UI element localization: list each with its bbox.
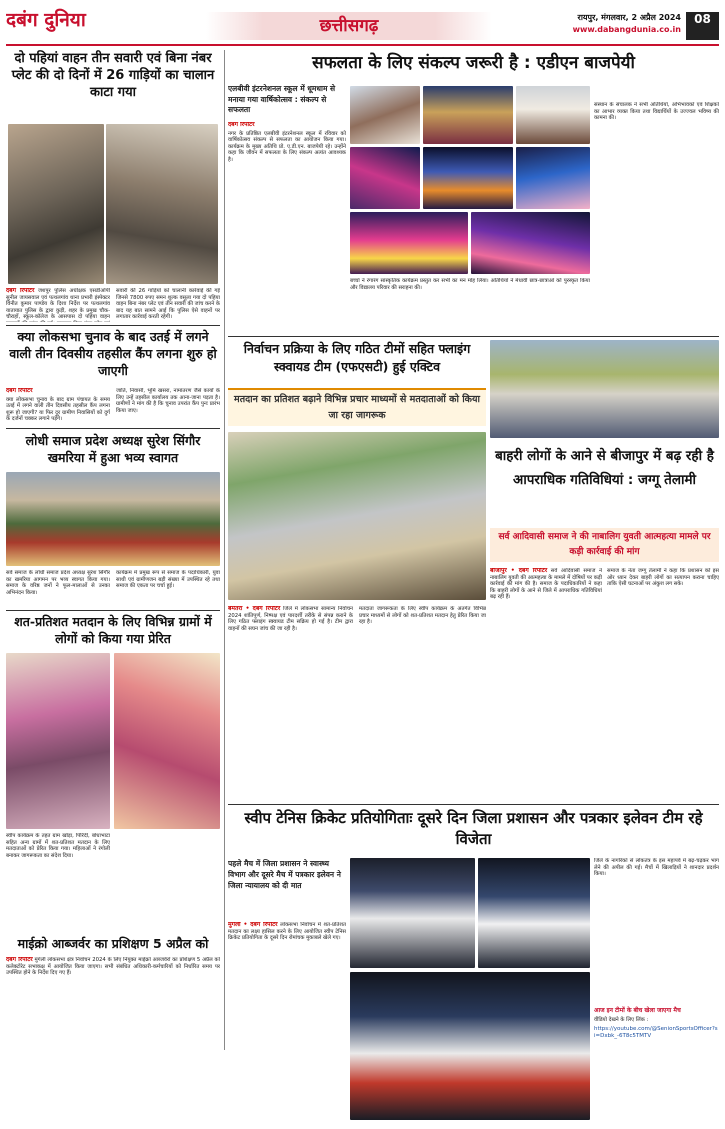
- website-link[interactable]: www.dabangdunia.co.in: [572, 25, 681, 34]
- photo-sankalp-6: [516, 147, 590, 209]
- photo-sankalp-4: [350, 147, 420, 209]
- subhead-sankalp: एलबीवी इंटरनेशनल स्कूल में धूमधाम से मनाया गया वार्षिकोत्सव : संकल्प से सफलता: [228, 84, 336, 114]
- headline-cricket: स्वीप टेनिस क्रिकेट प्रतियोगिताः दूसरे दिन जिला प्रशासन और पत्रकार इलेवन टीम रहे विजेता: [244, 809, 703, 848]
- byline-flying: बेमेतरा • दबंग रिपोर्टर: [228, 606, 281, 612]
- photo-sankalp-2: [423, 86, 513, 144]
- page-number: [686, 12, 719, 40]
- body-sankalp-b: बच्चों ने रंगारंग सांस्कृतिक कार्यक्रम प्रस्तुत कर सभी का मन मोह लिया। अतिथियों ने मेधावी छात्र-छात्राओं को पुरस्कृत किया और विद्यालय परिवार की सराहना की।: [350, 278, 590, 291]
- byline-micro: दबंग रिपोर्टर: [6, 957, 33, 963]
- date-text: रायपुर, मंगलवार, 2 अप्रैल 2024: [577, 13, 681, 22]
- body-micro: मुंगेली लोकसभा क्षेत्र निर्वाचन 2024 के लिए नियुक्त माईक्रो आब्जर्वरों का प्रशिक्षण 5 अप्रैल को कलेक्टोरेट सभाकक्ष में आयोजित किया जाएगा। सभी संबंधित अधिकारी-कर्मचारियों को निर्धारित समय पर उपस्थित होने के निर्देश दिए गए हैं।: [6, 957, 220, 977]
- story-micro: [6, 935, 220, 1053]
- photo-cricket-3: [350, 972, 590, 1120]
- byline-bijapur: बीजापुर • दबंग रिपोर्टर: [490, 568, 548, 574]
- subhead-bijapur: सर्व आदिवासी समाज ने की नाबालिग युवती आत्महत्या मामले पर कड़ी कार्रवाई की मांग: [498, 532, 711, 557]
- body-lodhi-a: सर्व समाज के लोधी समाज प्रदेश अध्यक्ष सुरेश सिंगौर का खमरिया आगमन पर भव्य स्वागत किया गया। समाज के वरिष्ठ जनों ने फूल-मालाओं से उनका अभिनंदन किया।: [6, 570, 110, 596]
- photo-sankalp-8: [471, 212, 590, 274]
- photo-challan-a: [8, 124, 104, 284]
- byline-cricket-text: दबंग रिपोर्टर: [250, 922, 278, 928]
- divider-cricket: [228, 804, 719, 805]
- story-challan: [6, 50, 220, 322]
- body-bijapur-b: समाज के नेता जग्गू तेलामी ने कहा कि प्रशासन को इस ओर ध्यान देकर बाहरी लोगों का सत्यापन कराना चाहिए ताकि ऐसी घटनाओं पर अंकुश लग सके।: [607, 568, 719, 588]
- cricket-youtube-link[interactable]: https://youtube.com/@SenionSportsOfficer?si=Dxbk_-6T8c5TMTV: [594, 1025, 718, 1039]
- story-sankalp: [228, 50, 719, 334]
- headline-shatpratishat: शत-प्रतिशत मतदान के लिए विभिन्न ग्रामों में लोगों को किया गया प्रेरित: [14, 614, 212, 646]
- body-flying-a: जिले में लोकसभा सामान्य निर्वाचन 2024 शांतिपूर्ण, निष्पक्ष एवं पारदर्शी तरीके से संपन्न कराने के लिए गठित फ्लाइंग स्क्वायड टीम सक्रिय हो गई है। टीम द्वारा वाहनों की सघन जांच की जा रही है।: [228, 606, 353, 632]
- byline-sankalp: दबंग रिपोर्टर: [228, 122, 255, 128]
- body-sankalp-a: नगर के प्रतिष्ठित एलबीवी इंटरनेशनल स्कूल में रविवार को वार्षिकोत्सव संकल्प से सफलता का आयोजन किया गया। कार्यक्रम के मुख्य अतिथि प्रो. ए.डी.एन. बाजपेयी रहे। उन्होंने कहा कि जीवन में सफलता के लिए संकल्प अत्यंत आवश्यक है।: [228, 130, 346, 163]
- headline-lodhi: लोधी समाज प्रदेश अध्यक्ष सुरेश सिंगौर खमरिया में हुआ भव्य स्वागत: [25, 433, 201, 465]
- body-cricket-b: जिले के नागरिकों से लोकतंत्र के इस महापर्व में बढ़-चढ़कर भाग लेने की अपील की गई। मैचों में खिलाड़ियों ने शानदार प्रदर्शन किया।: [594, 858, 719, 878]
- headline-sankalp: सफलता के लिए संकल्प जरूरी है : एडीएन बाजपेयी: [312, 53, 635, 73]
- headline-bijapur: बाहरी लोगों के आने से बीजापुर में बढ़ रही है आपराधिक गतिविधियां : जग्गू तेलामी: [495, 448, 714, 488]
- body-challan-b: सवारी की 26 गाड़ियों को चालानी कार्रवाई की गई जिनसे 7800 रुपए समन शुल्क वसूला गया दो पहिया वाहन बिना नंबर प्लेट एवं तीन सवारी की जांच करने के बाद यह बात सामने आई कि पुलिस ऐसे वाहनों पर लगातार कार्रवाई करती रहेगी।: [116, 288, 220, 321]
- byline-loksabha: दबंग रिपोर्टर: [6, 388, 33, 394]
- divider-2: [6, 428, 220, 429]
- dateline-cricket: मुंगेली: [228, 922, 241, 928]
- body-challan-a: जशपुर पुलिस अधीक्षक एसडीओपी सुनील जायसवाल एवं पत्थलगांव थाना प्रभारी इंस्पेक्टर विनीत कुमार पाण्डेय के दिशा निर्देश पर पत्थलगांव यातायात पुलिस के द्वारा कुड़ी, शहर के प्रमुख चौक-चौराहों, स्कूल-कॉलेज के आसपास दो पहिया वाहन: [6, 288, 110, 321]
- divider-1: [6, 325, 220, 326]
- section-banner: [206, 12, 492, 40]
- story-loksabha: [6, 328, 220, 426]
- byline-bijapur-text: दबंग रिपोर्टर: [518, 568, 548, 574]
- byline-flying-text: दबंग रिपोर्टर: [252, 606, 281, 612]
- story-bijapur: [490, 340, 719, 800]
- headline-challan: दो पहियां वाहन तीन सवारी एवं बिना नंबर प्लेट की दो दिनों में 26 गाड़ियों का चालान काटा गया: [11, 51, 215, 100]
- byline-cricket: मुंगेली • दबंग रिपोर्टर: [228, 922, 278, 928]
- photo-flying: [228, 432, 486, 600]
- subhead-flying: मतदान का प्रतिशत बढ़ाने विभिन्न प्रचार माध्यमों से मतदाताओं को किया जा रहा जागरूक: [234, 394, 480, 421]
- subhead-cricket: पहले मैच में जिला प्रशासन ने स्वास्थ्य विभाग और दूसरे मैच में पत्रकार इलेवन ने जिला न्यायालय को दी मात: [228, 859, 341, 890]
- challan-body: [6, 288, 220, 322]
- section-title: छत्तीसगढ़: [319, 16, 379, 36]
- dateline-flying: बेमेतरा: [228, 606, 243, 612]
- dateline: [506, 12, 681, 38]
- masthead-rule: [6, 44, 719, 46]
- divider-3: [6, 610, 220, 611]
- body-flying-b: मतदाता जागरूकता के लिए स्वीप कार्यक्रम के अंतर्गत विभिन्न प्रचार माध्यमों से लोगों को शत-प्रतिशत मतदान हेतु प्रेरित किया जा रहा है।: [359, 606, 486, 626]
- photo-sankalp-7: [350, 212, 468, 274]
- photo-sankalp-5: [423, 147, 513, 209]
- story-lodhi: [6, 432, 220, 608]
- story-flying: [228, 340, 486, 800]
- cricket-panel-title: आज इन टीमों के बीच खेला जाएगा मैच: [594, 1007, 681, 1014]
- body-cricket-a: लोकसभा निर्वाचन में शत-प्रतिशत मतदान का लक्ष्य हासिल करने के लिए आयोजित स्वीप टेनिस क्रिकेट प्रतियोगिता के दूसरे दिन रोमांचक मुकाबले खेले गए।: [228, 922, 346, 942]
- masthead: [6, 6, 719, 46]
- col-divider-left: [224, 50, 225, 1050]
- cricket-panel: आज इन टीमों के बीच खेला जाएगा मैच वीडियो देखने के लिए लिंक : https://youtube.com/@SenionSportsOfficer?si=Dxbk_-6T8c5TMTV: [594, 1006, 719, 1120]
- body-sankalp-c: संस्थान के संचालक ने सभी अतिथियों, अभिभावकों एवं शिक्षकों का आभार व्यक्त किया तथा विद्यार्थियों के उज्ज्वल भविष्य की कामना की।: [594, 102, 719, 122]
- body-loksabha-b: जाति, निवासी, भूमि खसरा, नामांतरण जैसे कार्यों के लिए उन्हें तहसील कार्यालय तक आना-जाना पड़ता है। ग्रामीणों ने मांग की है कि चुनाव उपरांत कैंप पुनः प्रारंभ किया जाए।: [116, 388, 220, 414]
- page-number-text: 08: [694, 12, 711, 26]
- dateline-bijapur: बीजापुर: [490, 568, 507, 574]
- byline-challan: दबंग रिपोर्टर: [6, 288, 35, 294]
- logo-text: दबंग दुनिया: [6, 9, 86, 31]
- photo-lodhi: [6, 472, 220, 566]
- body-lodhi-b: कार्यक्रम में प्रमुख रूप से समाज के पदाधिकारी, युवा साथी एवं ग्रामीणजन बड़ी संख्या में उपस्थित रहे तथा समाज की एकता पर चर्चा हुई।: [116, 570, 220, 590]
- photo-bijapur: [490, 340, 719, 438]
- photo-shat-b: [114, 653, 220, 829]
- divider-sankalp: [228, 336, 719, 337]
- photo-challan-b: [106, 124, 218, 284]
- story-cricket: [228, 808, 719, 1120]
- photo-sankalp-3: [516, 86, 590, 144]
- photo-shat-a: [6, 653, 110, 829]
- photo-sankalp-1: [350, 86, 420, 144]
- photo-cricket-2: [478, 858, 590, 968]
- headline-micro: माईक्रो आब्जर्वर का प्रशिक्षण 5 अप्रैल को: [17, 936, 209, 951]
- logo: [6, 6, 126, 36]
- body-shat-a: स्वीप कार्यक्रम के तहत ग्राम खोड़ा, पिरिंदी, बोधाभाटा सहित अन्य ग्रामों में शत-प्रतिशत मतदान के लिए मतदाताओं को प्रेरित किया गया। महिलाओं ने रंगोली बनाकर जागरूकता का संदेश दिया।: [6, 833, 110, 859]
- headline-loksabha: क्या लोकसभा चुनाव के बाद उतई में लगने वाली तीन दिवसीय तहसील कैंप लगना शुरु हो जाएगी: [9, 329, 217, 378]
- story-shatpratishat: [6, 613, 220, 933]
- body-bijapur-a: सर्व आदिवासी समाज ने नाबालिग युवती की आत्महत्या के मामले में दोषियों पर कड़ी कार्रवाई की मांग की है। समाज के पदाधिकारियों ने कहा कि बाहरी लोगों के आने से जिले में आपराधिक गतिविधियां बढ़ रही हैं।: [490, 568, 602, 601]
- body-loksabha-a: क्या लोकसभा चुनाव के बाद ग्राम पंचायत के समय उतई में लगने वाली तीन दिवसीय तहसील कैंप लगना शुरू हो जाएगी? या फिर दूर ग्रामीण निवासियों को दुर्ग के दर्जनों चक्कर लगाने पड़ेंगे।: [6, 396, 110, 423]
- photo-cricket-1: [350, 858, 475, 968]
- headline-flying: निर्वाचन प्रक्रिया के लिए गठित टीमों सहित फ्लाइंग स्क्वायड टीम (एफएसटी) हुई एक्टिव: [243, 341, 471, 374]
